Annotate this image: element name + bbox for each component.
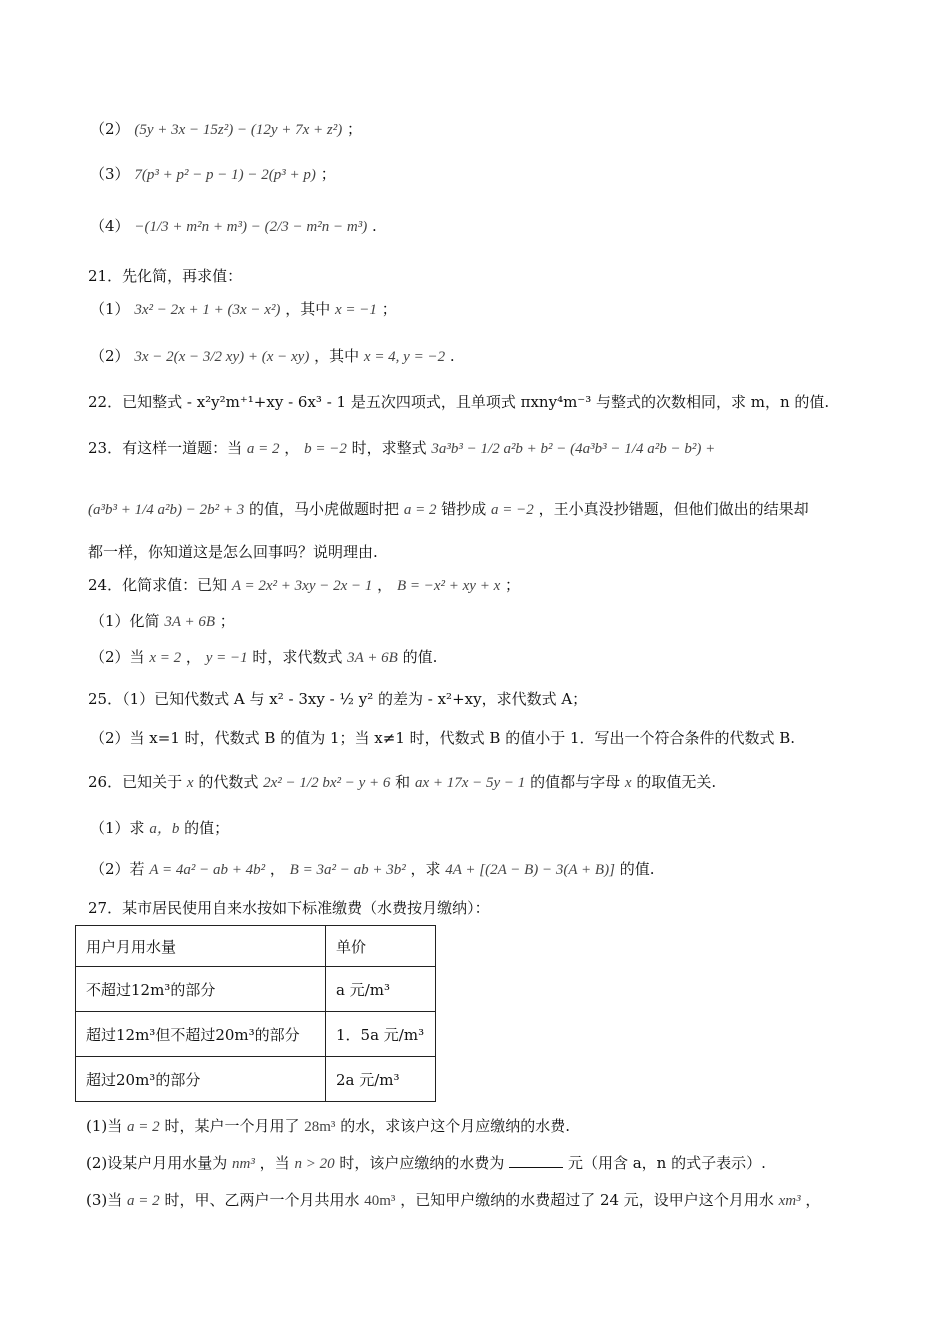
p26-item-2-B: B = 3a² − ab + 3b² <box>289 862 406 878</box>
p26-item-1-b: 的值； <box>184 819 230 837</box>
table-row <box>76 967 436 1012</box>
p21-item-1-expr: 3x² − 2x + 1 + (3x − x²) <box>134 302 281 318</box>
p22-text: 22．已知整式 - x²y²m⁺¹+xy - 6x³ - 1 是五次四项式，且单项式 πxny⁴m⁻³ 与整式的次数相同，求 m，n 的值. <box>88 393 830 411</box>
p27-q2-cond: n > 20 <box>294 1156 335 1172</box>
p23-cond-a: a = 2 <box>246 441 280 457</box>
p27-q1-amount: 28m³ <box>304 1119 336 1135</box>
p23-wrong-to: a = −2 <box>491 502 534 518</box>
p24-intro: 24．化简求值：已知 <box>88 576 228 594</box>
p24-sep: ， <box>377 576 393 594</box>
p24-expr-B: B = −x² + xy + x <box>396 578 501 594</box>
p27-q2-c: 时，该户应缴纳的水费为 <box>339 1154 505 1172</box>
p27-q2-b: ，当 <box>259 1154 290 1172</box>
p26-text-c: 和 <box>395 773 411 791</box>
p24-expr-A: A = 2x² + 3xy − 2x − 1 <box>231 578 373 594</box>
p20-item-4-expr: −(1/3 + m²n + m³) − (2/3 − m²n − m³) <box>134 219 368 235</box>
p26-item-2-mid: ，求 <box>410 860 441 878</box>
p26-var: x <box>186 775 194 791</box>
p21-item-1 <box>90 298 397 321</box>
p20-item-3 <box>90 163 336 186</box>
p21-item-2-mid: ，其中 <box>314 347 360 365</box>
p24-item-1-label: （1）化简 <box>90 612 160 630</box>
p24-item-1 <box>90 610 235 633</box>
p27-heading: 27．某市居民使用自来水按如下标准缴费（水费按月缴纳）： <box>88 899 490 917</box>
p26-line-1 <box>88 771 716 794</box>
p20-item-3-label: （3） <box>90 165 130 183</box>
p27-q3-var: xm³ <box>778 1193 801 1209</box>
p21-item-2-end: . <box>449 347 455 365</box>
p27-q1-a: (1)当 <box>86 1117 123 1135</box>
p20-item-4-label: （4） <box>90 217 130 235</box>
p23-cond-b: b = −2 <box>304 441 347 457</box>
table-cell: 不超过12m³的部分 <box>76 967 326 1012</box>
p24-item-2-y: y = −1 <box>205 650 248 666</box>
p23-task: 时，求整式 <box>351 439 427 457</box>
table-row <box>76 1057 436 1102</box>
p24-item-2 <box>90 646 437 669</box>
p26-text-e: 的取值无关. <box>636 773 717 791</box>
p24-item-2-label: （2）当 <box>90 648 145 666</box>
p21-item-2-label: （2） <box>90 347 130 365</box>
p27-q2-var: nm³ <box>232 1156 255 1172</box>
p21-item-2-cond: x = 4, y = −2 <box>363 349 446 365</box>
p24-item-1-expr: 3A + 6B <box>164 614 216 630</box>
p26-intro: 26．已知关于 <box>88 773 183 791</box>
p21-heading: 21．先化简，再求值： <box>88 267 243 285</box>
p25-line-2: （2）当 x=1 时，代数式 B 的值为 1；当 x≠1 时，代数式 B 的值小于 1．写出一个符合条件的代数式 B. <box>90 729 796 747</box>
p20-item-3-end: ； <box>320 165 336 183</box>
p26-item-1 <box>90 817 229 840</box>
table-header-row <box>76 926 436 967</box>
p21-item-1-label: （1） <box>90 300 130 318</box>
p26-item-2 <box>90 858 655 881</box>
p24-item-2-mid: 时，求代数式 <box>252 648 343 666</box>
p26-var-2: x <box>624 775 632 791</box>
p21-item-1-mid: ，其中 <box>285 300 331 318</box>
p20-item-3-expr: 7(p³ + p² − p − 1) − 2(p³ + p) <box>134 167 316 183</box>
p26-item-2-expr: 4A + [(2A − B) − 3(A + B)] <box>445 862 615 878</box>
table-cell: 1．5a 元/m³ <box>326 1012 436 1057</box>
p27-q3-a: (3)当 <box>86 1191 123 1209</box>
p27-q3-d: ， <box>805 1191 821 1209</box>
p21-item-1-cond: x = −1 <box>335 302 377 318</box>
p27-q2-a: (2)设某户月用水量为 <box>86 1154 228 1172</box>
p27-q1-b: 时，某户一个月用了 <box>164 1117 300 1135</box>
p26-text-b: 的代数式 <box>198 773 259 791</box>
p21-item-1-end: ； <box>381 300 397 318</box>
p25-line-1: 25．（1）已知代数式 A 与 x² - 3xy - ½ y² 的差为 - x²+xy，求代数式 A； <box>88 690 588 708</box>
p23-expr-2: (a³b³ + 1/4 a²b) − 2b² + 3 <box>88 502 245 518</box>
p20-item-2-label: （2） <box>90 120 130 138</box>
p20-item-2 <box>90 118 362 141</box>
answer-blank <box>509 1153 563 1168</box>
p27-q1-cond: a = 2 <box>127 1119 160 1135</box>
p20-item-4-end: . <box>371 217 377 235</box>
p24-item-2-x: x = 2 <box>149 650 182 666</box>
p26-item-1-a: （1）求 <box>90 819 145 837</box>
p26-item-2-end: 的值. <box>619 860 655 878</box>
table-header-cell: 单价 <box>326 926 436 967</box>
p24-item-1-end: ； <box>219 612 235 630</box>
p24-line-1 <box>88 574 520 597</box>
p20-item-2-end: ； <box>347 120 363 138</box>
p20-item-4 <box>90 215 377 238</box>
p27-q1-c: 的水，求该户这个月应缴纳的水费. <box>340 1117 570 1135</box>
p26-text-d: 的值都与字母 <box>530 773 621 791</box>
p23-line-1 <box>88 437 715 460</box>
p26-expr-1: 2x² − 1/2 bx² − y + 6 <box>263 775 391 791</box>
water-fee-table <box>75 925 436 1102</box>
p27-question-1 <box>86 1115 570 1138</box>
p23-line-2 <box>88 498 809 521</box>
p21-item-2-expr: 3x − 2(x − 3/2 xy) + (x − xy) <box>134 349 310 365</box>
table-cell: 超过12m³但不超过20m³的部分 <box>76 1012 326 1057</box>
table-cell: 2a 元/m³ <box>326 1057 436 1102</box>
p26-item-2-A: A = 4a² − ab + 4b² <box>149 862 266 878</box>
p26-item-1-vars: a，b <box>149 821 180 837</box>
p27-q3-b: 时，甲、乙两户一个月共用水 <box>164 1191 360 1209</box>
p23-expr-1: 3a³b³ − 1/2 a²b + b² − (4a³b³ − 1/4 a²b − b²) + <box>431 441 716 457</box>
p24-end: ； <box>505 576 521 594</box>
p26-item-2-sep: ， <box>269 860 285 878</box>
p24-item-2-end: 的值. <box>402 648 438 666</box>
p27-question-2 <box>86 1152 766 1175</box>
p23-intro: 23．有这样一道题：当 <box>88 439 243 457</box>
p20-item-2-expr: (5y + 3x − 15z²) − (12y + 7x + z²) <box>134 122 343 138</box>
p23-text-d: 错抄成 <box>441 500 487 518</box>
p23-line-3: 都一样，你知道这是怎么回事吗？说明理由. <box>88 543 378 561</box>
p24-item-2-sep: ， <box>185 648 201 666</box>
p21-item-2 <box>90 345 455 368</box>
p26-expr-2: ax + 17x − 5y − 1 <box>414 775 526 791</box>
table-header-cell: 用户月用水量 <box>76 926 326 967</box>
p27-q2-d: 元（用含 a，n 的式子表示）. <box>567 1154 766 1172</box>
table-cell: a 元/m³ <box>326 967 436 1012</box>
p27-q3-amount: 40m³ <box>364 1193 396 1209</box>
p23-sep: ， <box>284 439 300 457</box>
p23-text-c: 的值，马小虎做题时把 <box>249 500 400 518</box>
p27-question-3 <box>86 1189 820 1212</box>
table-cell: 超过20m³的部分 <box>76 1057 326 1102</box>
p23-text-e: ，王小真没抄错题，但他们做出的结果却 <box>538 500 809 518</box>
p27-q3-c: ，已知甲户缴纳的水费超过了 24 元，设甲户这个月用水 <box>400 1191 774 1209</box>
p23-wrong-from: a = 2 <box>403 502 437 518</box>
p27-q3-cond: a = 2 <box>127 1193 160 1209</box>
table-row <box>76 1012 436 1057</box>
p24-item-2-expr: 3A + 6B <box>347 650 398 666</box>
p26-item-2-a: （2）若 <box>90 860 145 878</box>
